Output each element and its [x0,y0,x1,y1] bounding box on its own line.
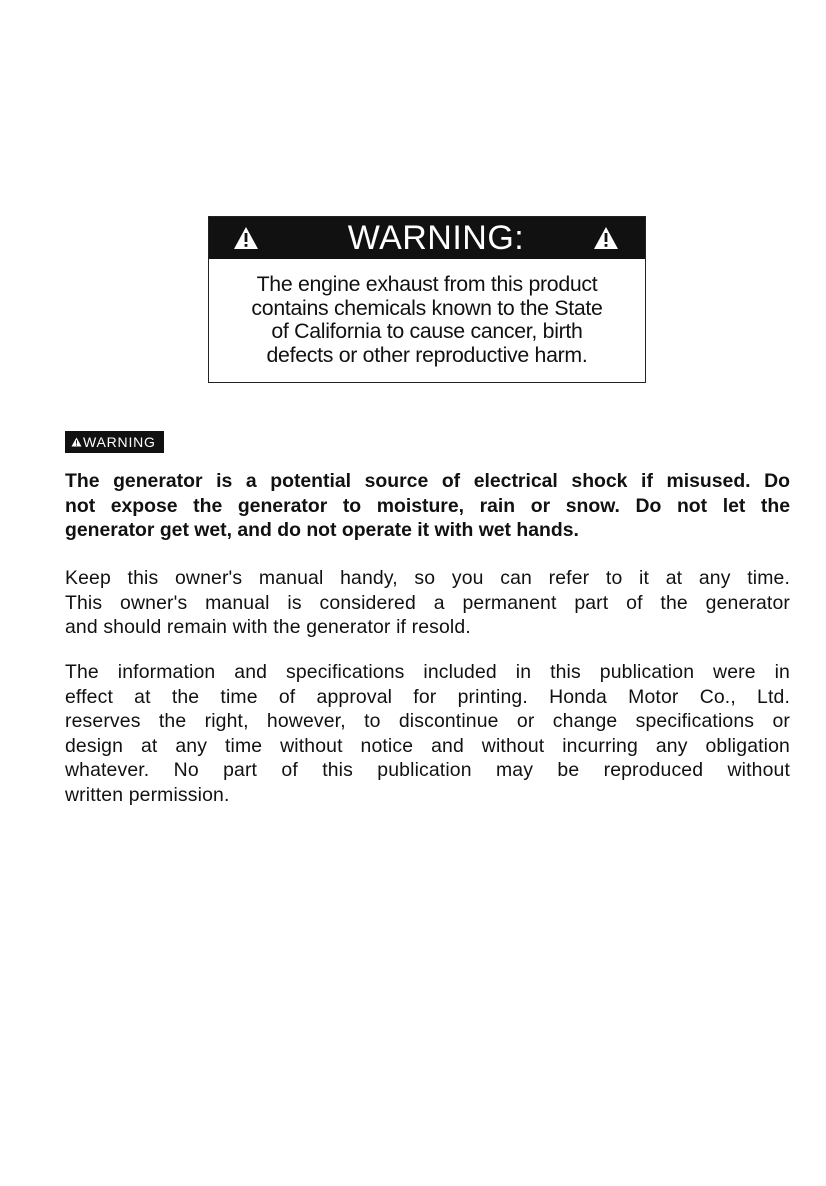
paragraph-line: The generator is a potential source of electrical shock if misused. Do [65,470,790,492]
prop65-warning-text [209,259,645,367]
prop65-warning-header [209,217,645,259]
prop65-warning-line: The engine exhaust from this product [256,272,598,296]
prop65-warning-line: defects or other reproductive harm. [266,342,588,367]
warning-triangle-icon [233,226,259,250]
prop65-warning-line: of California to cause cancer, birth [271,319,583,343]
warning-label [65,431,164,453]
prop65-warning-title: WARNING: [347,219,525,257]
specifications-notice-paragraph [65,660,790,807]
prop65-warning-box [208,216,646,383]
manual-notice-paragraph [65,566,790,640]
warning-label-text: WARNING [83,434,156,450]
paragraph-line: whatever. No part of this publication may be reproduced without [65,759,790,781]
prop65-warning-line: contains chemicals known to the State [251,295,603,320]
electrical-shock-warning [65,469,790,543]
warning-triangle-icon [593,226,619,250]
paragraph-line: Keep this owner's manual handy, so you can refer to it at any time. [65,567,790,589]
paragraph-line: not expose the generator to moisture, rain or snow. Do not let the [65,494,790,517]
warning-triangle-icon [71,437,82,447]
paragraph-line: generator get wet, and do not operate it with wet hands. [65,519,579,541]
paragraph-line: reserves the right, however, to discontinue or change specifications or [65,710,790,732]
paragraph-line: written permission. [65,783,230,806]
paragraph-line: and should remain with the generator if resold. [65,616,471,638]
paragraph-line: effect at the time of approval for printing. Honda Motor Co., Ltd. [65,685,790,708]
paragraph-line: This owner's manual is considered a permanent part of the generator [65,591,790,614]
paragraph-line: design at any time without notice and without incurring any obligation [65,734,790,757]
paragraph-line: The information and specifications included in this publication were in [65,661,790,683]
